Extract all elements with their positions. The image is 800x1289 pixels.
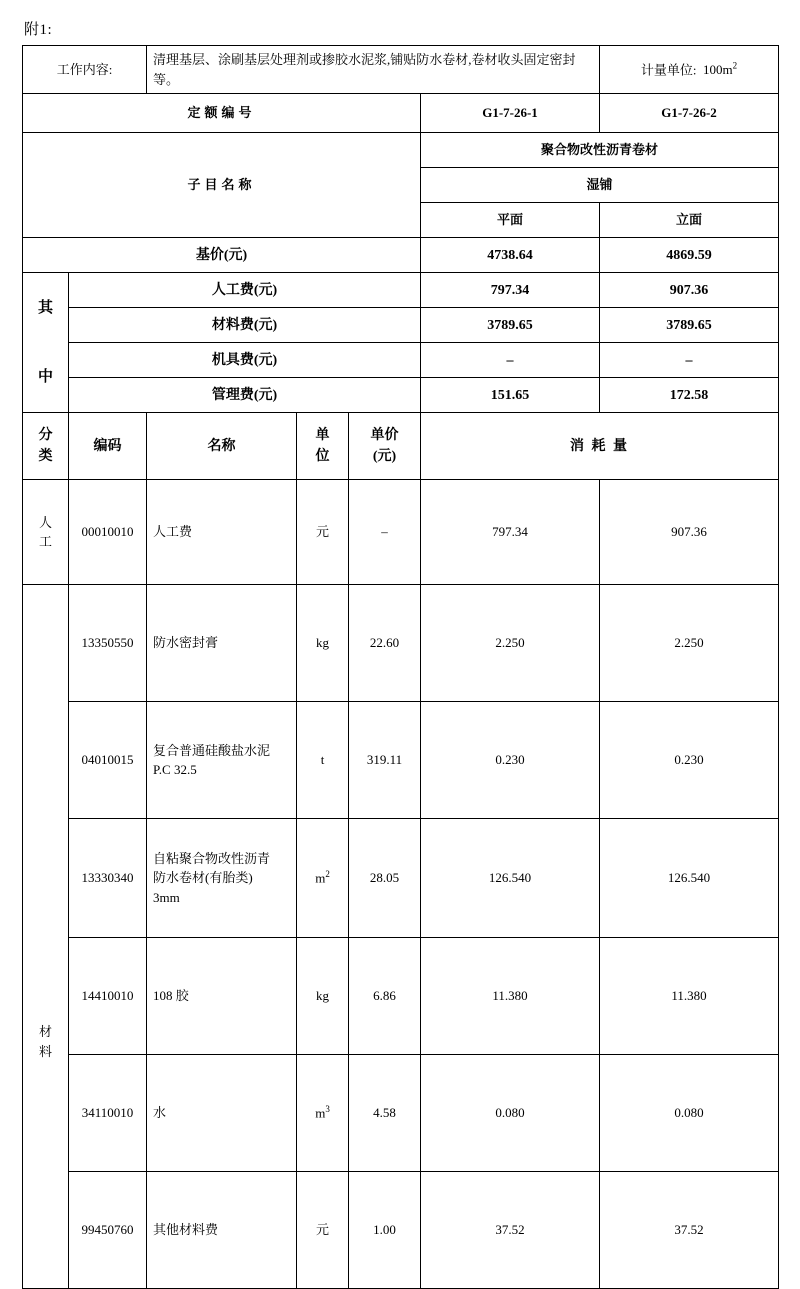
detail-consume-5-2: 0.080 bbox=[600, 1055, 779, 1172]
quota-code-1: G1-7-26-1 bbox=[421, 94, 600, 133]
detail-header-name: 名称 bbox=[147, 413, 297, 480]
detail-unit-4: kg bbox=[297, 938, 349, 1055]
cost-group-char-2: 中 bbox=[37, 368, 53, 385]
base-price-value-2: 4869.59 bbox=[600, 238, 779, 273]
category-label-material-line2: 料 bbox=[38, 1043, 52, 1059]
detail-code-0: 00010010 bbox=[69, 480, 147, 585]
category-label-labor-line2: 工 bbox=[38, 534, 52, 549]
detail-code-2: 04010015 bbox=[69, 702, 147, 819]
detail-consume-6-2: 37.52 bbox=[600, 1172, 779, 1289]
machine-cost-label: 机具费(元) bbox=[69, 343, 421, 378]
detail-consume-5-1: 0.080 bbox=[421, 1055, 600, 1172]
detail-consume-3-1: 126.540 bbox=[421, 819, 600, 938]
detail-header-unit-line1: 单 bbox=[315, 428, 330, 443]
detail-unit-2: t bbox=[297, 702, 349, 819]
detail-row-material-5 bbox=[23, 1055, 779, 1172]
machine-cost-value-1: – bbox=[421, 343, 600, 378]
material-group-row bbox=[23, 133, 779, 168]
surface-label-2: 立面 bbox=[600, 203, 779, 238]
base-price-value-1: 4738.64 bbox=[421, 238, 600, 273]
cost-row-machine bbox=[23, 343, 779, 378]
detail-consume-6-1: 37.52 bbox=[421, 1172, 600, 1289]
cost-row-labor bbox=[23, 273, 779, 308]
cost-row-base bbox=[23, 238, 779, 273]
detail-header-category bbox=[23, 413, 69, 480]
labor-cost-value-2: 907.36 bbox=[600, 273, 779, 308]
detail-consume-4-1: 11.380 bbox=[421, 938, 600, 1055]
category-label-material-line1: 材 bbox=[38, 1024, 52, 1039]
detail-code-5: 34110010 bbox=[69, 1055, 147, 1172]
material-cost-value-1: 3789.65 bbox=[421, 308, 600, 343]
detail-unit-0: 元 bbox=[297, 480, 349, 585]
work-content-text: 清理基层、涂刷基层处理剂或掺胶水泥浆,铺贴防水卷材,卷材收头固定密封等。 bbox=[147, 46, 600, 94]
detail-consume-1-1: 2.250 bbox=[421, 585, 600, 702]
material-cost-value-2: 3789.65 bbox=[600, 308, 779, 343]
detail-name-6: 其他材料费 bbox=[147, 1172, 297, 1289]
surface-label-1: 平面 bbox=[421, 203, 600, 238]
detail-header-code: 编码 bbox=[69, 413, 147, 480]
material-group-label: 聚合物改性沥青卷材 bbox=[421, 133, 779, 168]
machine-cost-value-2: – bbox=[600, 343, 779, 378]
item-name-label: 子目名称 bbox=[23, 133, 421, 238]
detail-price-5: 4.58 bbox=[349, 1055, 421, 1172]
detail-price-0: – bbox=[349, 480, 421, 585]
quota-table bbox=[22, 45, 779, 1289]
measure-unit-cell bbox=[600, 46, 779, 94]
detail-header-unit-price-line1: 单价 bbox=[370, 428, 399, 443]
detail-header-consumption: 消 耗 量 bbox=[421, 413, 779, 480]
detail-unit-1: kg bbox=[297, 585, 349, 702]
quota-code-2: G1-7-26-2 bbox=[600, 94, 779, 133]
detail-code-1: 13350550 bbox=[69, 585, 147, 702]
detail-consume-0-2: 907.36 bbox=[600, 480, 779, 585]
category-label-labor-line1: 人 bbox=[38, 514, 52, 530]
detail-unit-6: 元 bbox=[297, 1172, 349, 1289]
detail-consume-2-1: 0.230 bbox=[421, 702, 600, 819]
labor-cost-value-1: 797.34 bbox=[421, 273, 600, 308]
method-group-label: 湿铺 bbox=[421, 168, 779, 203]
detail-row-material-6 bbox=[23, 1172, 779, 1289]
detail-header-row bbox=[23, 413, 779, 480]
detail-price-4: 6.86 bbox=[349, 938, 421, 1055]
detail-name-4: 108 胶 bbox=[147, 938, 297, 1055]
quota-number-row bbox=[23, 94, 779, 133]
cost-row-material bbox=[23, 308, 779, 343]
detail-consume-4-2: 11.380 bbox=[600, 938, 779, 1055]
category-label-material bbox=[23, 585, 69, 1289]
detail-consume-0-1: 797.34 bbox=[421, 480, 600, 585]
category-label-labor bbox=[23, 480, 69, 585]
cost-row-management bbox=[23, 378, 779, 413]
management-cost-label: 管理费(元) bbox=[69, 378, 421, 413]
detail-header-category-line1: 分 bbox=[38, 428, 53, 443]
attachment-label: 附1: bbox=[24, 22, 53, 38]
quota-number-label: 定额编号 bbox=[23, 94, 421, 133]
measure-unit-value: $100m^2$ bbox=[699, 60, 738, 77]
detail-header-unit-price bbox=[349, 413, 421, 480]
detail-price-3: 28.05 bbox=[349, 819, 421, 938]
detail-row-material-4 bbox=[23, 938, 779, 1055]
detail-name-5: 水 bbox=[147, 1055, 297, 1172]
detail-header-category-line2: 类 bbox=[38, 449, 53, 464]
detail-row-material-1 bbox=[23, 585, 779, 702]
work-content-row bbox=[23, 46, 779, 94]
detail-code-4: 14410010 bbox=[69, 938, 147, 1055]
cost-group-label bbox=[23, 273, 69, 413]
detail-header-unit-line2: 位 bbox=[315, 449, 330, 464]
detail-code-3: 13330340 bbox=[69, 819, 147, 938]
detail-header-unit-price-line2: (元) bbox=[372, 449, 397, 464]
detail-row-labor bbox=[23, 480, 779, 585]
detail-code-6: 99450760 bbox=[69, 1172, 147, 1289]
base-price-label: 基价(元) bbox=[23, 238, 421, 273]
management-cost-value-2: 172.58 bbox=[600, 378, 779, 413]
detail-consume-2-2: 0.230 bbox=[600, 702, 779, 819]
work-content-label: 工作内容: bbox=[23, 46, 147, 94]
detail-consume-1-2: 2.250 bbox=[600, 585, 779, 702]
detail-unit-5: $m^3$ bbox=[297, 1055, 349, 1172]
labor-cost-label: 人工费(元) bbox=[69, 273, 421, 308]
detail-name-2: 复合普通硅酸盐水泥 P.C 32.5 bbox=[147, 702, 297, 819]
detail-header-unit bbox=[297, 413, 349, 480]
detail-row-material-3 bbox=[23, 819, 779, 938]
cost-group-char-1: 其 bbox=[37, 300, 53, 316]
management-cost-value-1: 151.65 bbox=[421, 378, 600, 413]
detail-price-1: 22.60 bbox=[349, 585, 421, 702]
detail-name-3: 自粘聚合物改性沥青 防水卷材(有胎类) 3mm bbox=[147, 819, 297, 938]
detail-price-2: 319.11 bbox=[349, 702, 421, 819]
detail-row-material-2 bbox=[23, 702, 779, 819]
measure-unit-label: 计量单位: bbox=[640, 61, 697, 77]
detail-price-6: 1.00 bbox=[349, 1172, 421, 1289]
detail-unit-3: $m^2$ bbox=[297, 819, 349, 938]
material-cost-label: 材料费(元) bbox=[69, 308, 421, 343]
detail-consume-3-2: 126.540 bbox=[600, 819, 779, 938]
detail-name-0: 人工费 bbox=[147, 480, 297, 585]
detail-name-1: 防水密封膏 bbox=[147, 585, 297, 702]
